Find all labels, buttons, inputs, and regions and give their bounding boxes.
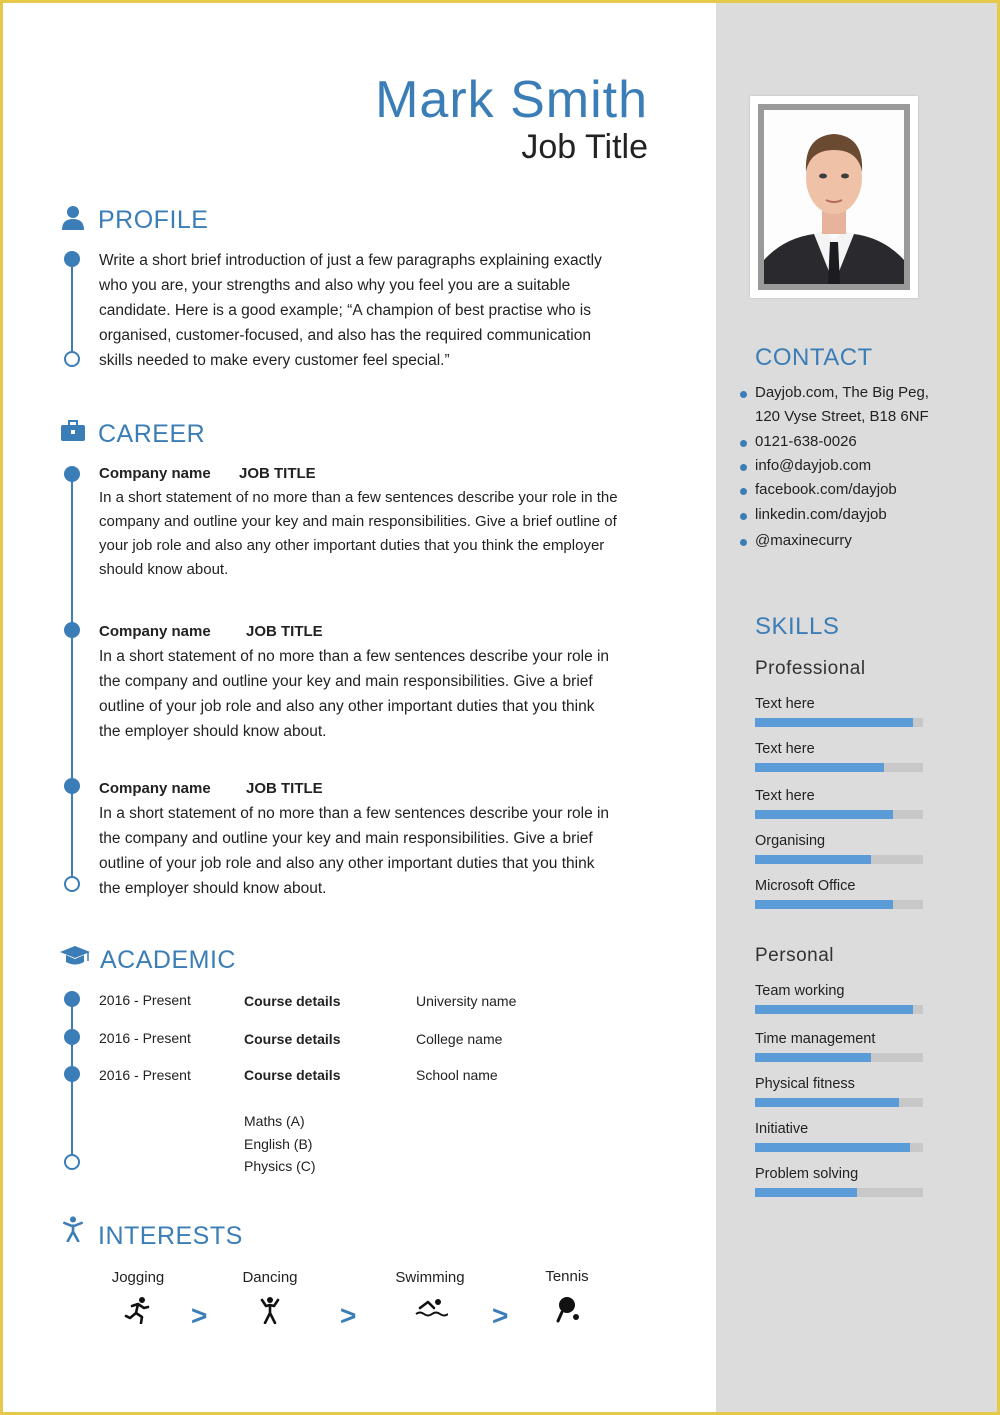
skill-label: Organising (755, 833, 826, 849)
stick-figure-icon (60, 1216, 86, 1242)
course-details: Course details (244, 1067, 341, 1083)
grades-list (244, 1110, 316, 1178)
job-title: JOB TITLE (246, 623, 323, 640)
skill-bar (755, 810, 923, 819)
graduation-cap-icon (60, 944, 90, 970)
profile-line: skills needed to make every customer feel special.” (99, 352, 450, 369)
profile-line: who you are, your strengths and also why you feel you are a suitable (99, 277, 571, 294)
skill-bar (755, 1188, 923, 1197)
profile-line: organised, customer-focused, and also has the required communication (99, 327, 591, 344)
contact-text: Dayjob.com, The Big Peg, (755, 384, 929, 401)
job-title: JOB TITLE (239, 465, 316, 482)
skill-label: Text here (755, 696, 815, 712)
skill-bar-fill (755, 718, 913, 727)
professional-skills-title: Professional (755, 658, 866, 679)
interest-label: Jogging (111, 1269, 165, 1286)
institution-name: College name (416, 1031, 503, 1047)
job-description (99, 486, 655, 582)
bullet-icon (740, 464, 747, 471)
grade-item: Maths (A) (244, 1113, 305, 1129)
contact-text[interactable]: facebook.com/dayjob (755, 481, 897, 498)
briefcase-icon (60, 418, 86, 444)
skill-label: Initiative (755, 1121, 809, 1137)
academic-date: 2016 - Present (99, 992, 191, 1008)
timeline-dot (64, 991, 80, 1007)
bullet-icon (740, 539, 747, 546)
bullet-icon (740, 440, 747, 447)
skill-item (755, 878, 923, 909)
separator-arrow: > (492, 1300, 509, 1331)
skill-bar (755, 763, 923, 772)
profile-line: Write a short brief introduction of just a few paragraphs explaining exactly (99, 252, 602, 269)
skill-bar-fill (755, 855, 871, 864)
career-timeline (71, 474, 73, 878)
interest-label: Tennis (545, 1268, 589, 1285)
tennis-icon (555, 1295, 581, 1323)
profile-text (99, 248, 655, 373)
job-line: the company and outline your key and main responsibilities. Give a brief (99, 830, 593, 847)
job-line: the company and outline your key and main responsibilities. Give a brief (99, 673, 593, 690)
skill-bar (755, 855, 923, 864)
bullet-icon (740, 488, 747, 495)
skill-item (755, 741, 923, 772)
skill-item (755, 983, 923, 1014)
profile-line: candidate. Here is a good example; “A champion of best practise who is (99, 302, 591, 319)
job-line: outline of your job role and also any other important duties that you think (99, 855, 595, 872)
candidate-name: Mark Smith (375, 71, 648, 129)
interest-tennis (517, 1268, 617, 1323)
candidate-job-title: Job Title (521, 128, 648, 166)
skill-bar (755, 1143, 923, 1152)
institution-name: University name (416, 993, 517, 1009)
timeline-end-dot (64, 876, 80, 892)
job-line: In a short statement of no more than a few sentences describe your role in (99, 648, 610, 665)
job-heading (99, 465, 316, 482)
job-description (99, 644, 655, 744)
interest-swimming (380, 1269, 480, 1320)
academic-row (99, 992, 559, 1012)
skill-label: Physical fitness (755, 1076, 855, 1092)
timeline-dot (64, 466, 80, 482)
contact-text[interactable]: linkedin.com/dayjob (755, 506, 887, 523)
skill-label: Microsoft Office (755, 878, 856, 894)
job-description (99, 801, 655, 901)
job-heading (99, 623, 323, 640)
timeline-end-dot (64, 351, 80, 367)
skill-label: Problem solving (755, 1166, 859, 1182)
skill-bar-fill (755, 1053, 871, 1062)
interest-label: Dancing (242, 1269, 298, 1286)
company-name: Company name (99, 780, 211, 797)
company-name: Company name (99, 465, 211, 482)
skill-item (755, 788, 923, 819)
academic-date: 2016 - Present (99, 1067, 191, 1083)
person-icon (60, 204, 86, 230)
timeline-dot (64, 622, 80, 638)
skill-item (755, 1166, 923, 1197)
academic-title: ACADEMIC (100, 946, 236, 974)
career-title: CAREER (98, 420, 206, 448)
skill-bar (755, 900, 923, 909)
skill-item (755, 1121, 923, 1152)
skills-title: SKILLS (755, 613, 840, 640)
grade-item: Physics (C) (244, 1158, 316, 1174)
job-heading (99, 780, 323, 797)
academic-row (99, 1067, 559, 1087)
skill-bar-fill (755, 1143, 910, 1152)
profile-title: PROFILE (98, 206, 209, 234)
company-name: Company name (99, 623, 211, 640)
skill-bar-fill (755, 900, 893, 909)
contact-text: 120 Vyse Street, B18 6NF (755, 408, 929, 425)
contact-title: CONTACT (755, 344, 873, 371)
job-line: company and outline your key and main responsibilities. Give a brief outline of (99, 513, 617, 530)
grade-item: English (B) (244, 1135, 313, 1152)
job-line: your job role and also any other important duties that you think the employer (99, 537, 605, 554)
interest-jogging (88, 1269, 188, 1324)
timeline-dot (64, 1066, 80, 1082)
skill-bar (755, 718, 923, 727)
profile-photo-frame (750, 96, 918, 298)
academic-row (99, 1030, 559, 1050)
job-title: JOB TITLE (246, 780, 323, 797)
photo-border (758, 104, 910, 290)
skill-item (755, 1031, 923, 1062)
skill-item (755, 833, 923, 864)
bullet-icon (740, 513, 747, 520)
timeline-dot (64, 251, 80, 267)
job-line: outline of your job role and also any other important duties that you think (99, 698, 595, 715)
skill-label: Team working (755, 983, 845, 999)
contact-text: 0121-638-0026 (755, 433, 857, 450)
skill-bar-fill (755, 1098, 899, 1107)
timeline-dot (64, 778, 80, 794)
institution-name: School name (416, 1067, 498, 1083)
course-details: Course details (244, 1031, 341, 1047)
skill-label: Time management (755, 1031, 876, 1047)
skill-bar (755, 1053, 923, 1062)
timeline-dot (64, 1029, 80, 1045)
skill-bar-fill (755, 1005, 913, 1014)
job-line: the employer should know about. (99, 880, 327, 897)
skill-bar (755, 1005, 923, 1014)
personal-skills-title: Personal (755, 945, 834, 966)
timeline-end-dot (64, 1154, 80, 1170)
skill-bar-fill (755, 763, 884, 772)
academic-date: 2016 - Present (99, 1030, 191, 1046)
separator-arrow: > (191, 1300, 208, 1331)
separator-arrow: > (340, 1300, 357, 1331)
running-icon (124, 1296, 152, 1324)
profile-photo (764, 110, 904, 284)
profile-timeline (71, 258, 73, 354)
contact-text[interactable]: @maxinecurry (755, 532, 852, 549)
bullet-icon (740, 391, 747, 398)
portrait-image (764, 110, 904, 284)
job-line: should know about. (99, 561, 229, 578)
swimming-icon (414, 1296, 448, 1320)
contact-text[interactable]: info@dayjob.com (755, 457, 872, 474)
skill-label: Text here (755, 741, 815, 757)
skill-bar-fill (755, 810, 893, 819)
interests-title: INTERESTS (98, 1222, 243, 1250)
job-line: In a short statement of no more than a few sentences describe your role in (99, 805, 610, 822)
interest-label: Swimming (395, 1269, 465, 1286)
dancing-icon (256, 1296, 284, 1324)
job-line: the employer should know about. (99, 723, 327, 740)
skill-bar (755, 1098, 923, 1107)
skill-item (755, 696, 923, 727)
job-line: In a short statement of no more than a few sentences describe your role in the (99, 489, 618, 506)
skill-item (755, 1076, 923, 1107)
interest-dancing (220, 1269, 320, 1324)
skill-bar-fill (755, 1188, 857, 1197)
course-details: Course details (244, 993, 341, 1009)
skill-label: Text here (755, 788, 815, 804)
